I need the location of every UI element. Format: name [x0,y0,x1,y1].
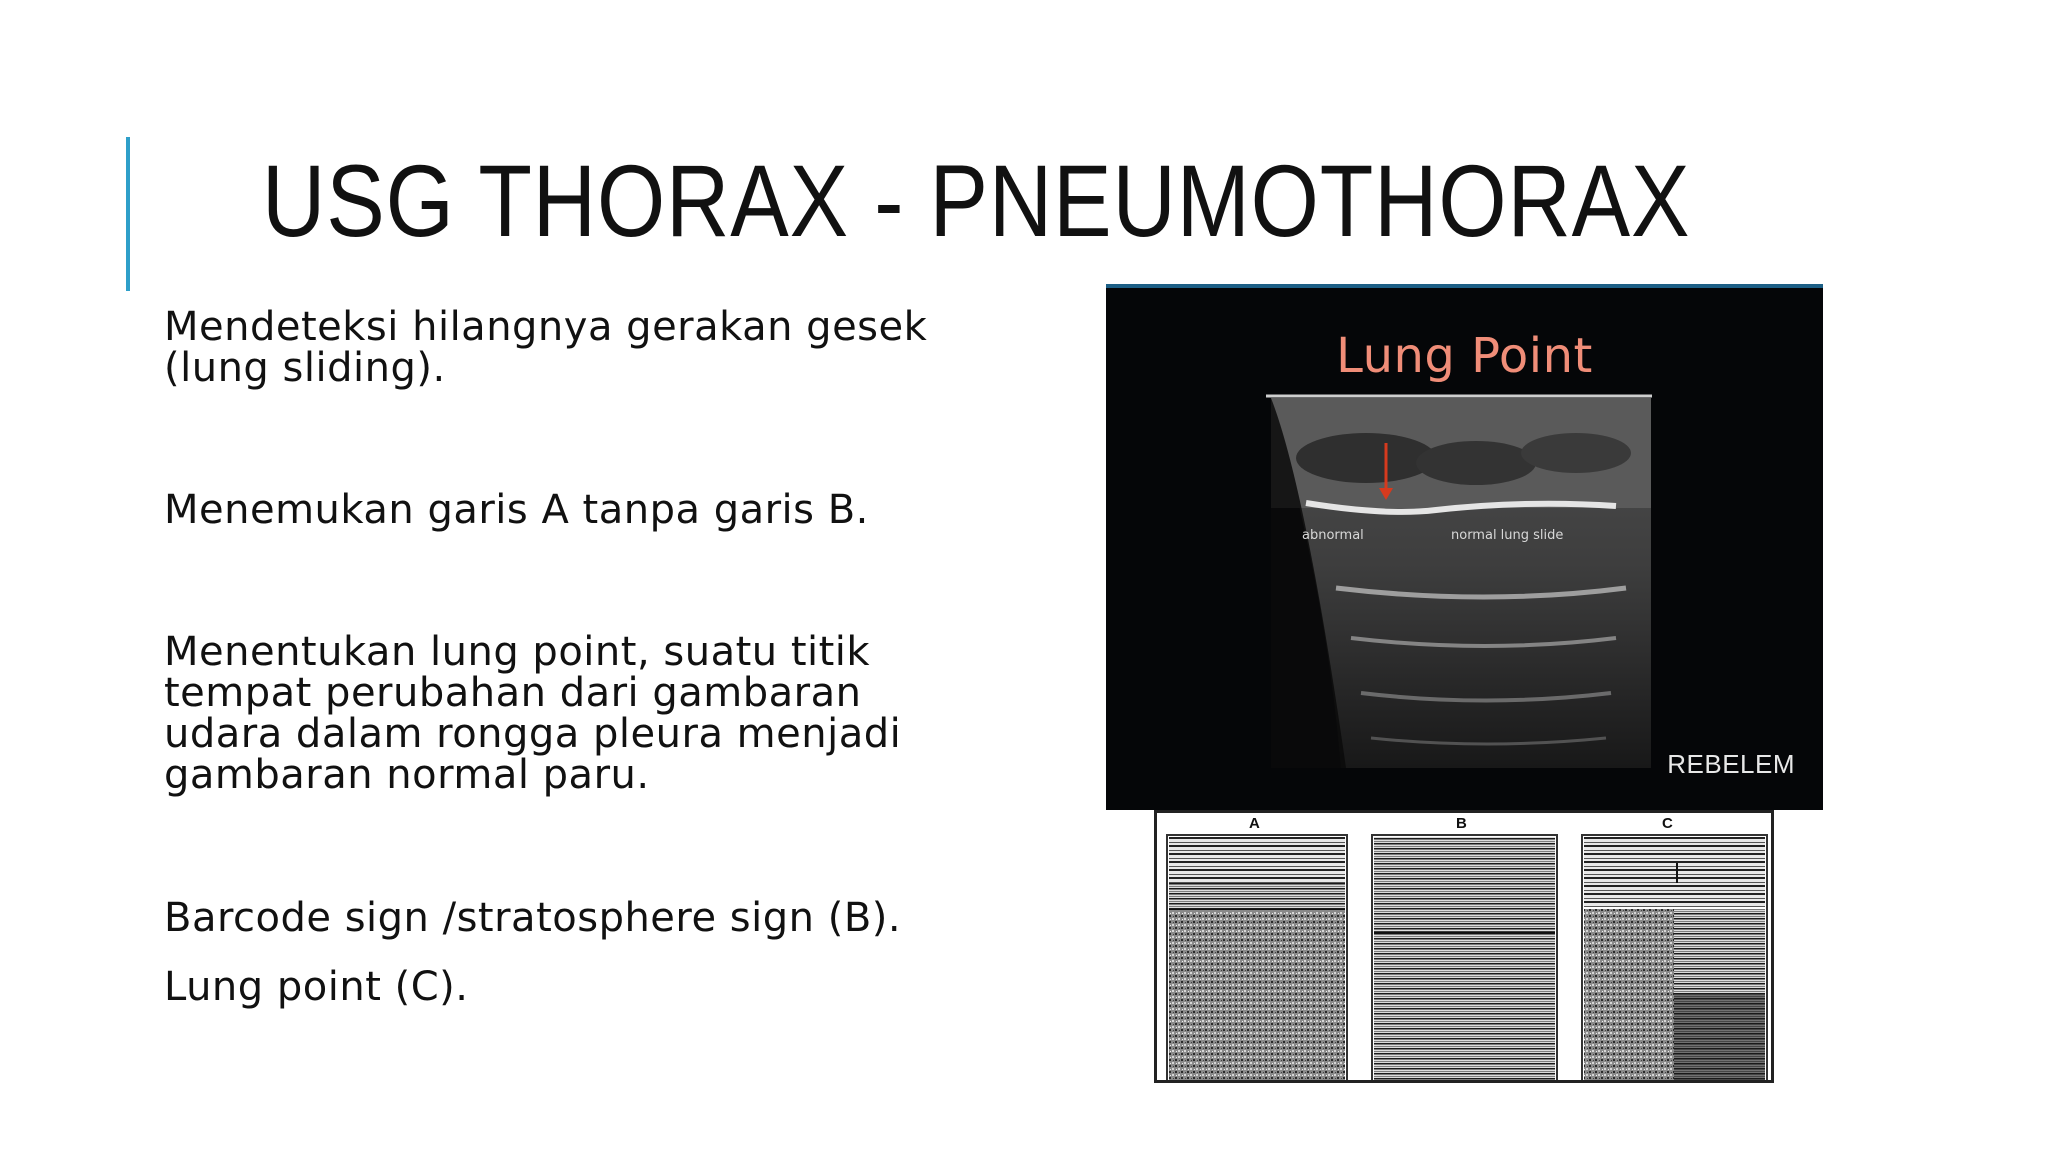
watermark: REBELEM [1667,749,1795,779]
ultrasound-title: Lung Point [1336,328,1593,384]
bullet-lung-point: Menentukan lung point, suatu titik tempat perubahan dari gambaran udara dalam rongga pleura menjadi gambaran normal paru. [164,629,902,798]
bullet-lung-sliding: Mendeteksi hilangnya gerakan gesek (lung sliding). [164,304,928,391]
panel-label-c: C [1662,815,1673,832]
slide-title: USG THORAX - PNEUMOTHORAX [262,144,1691,258]
label-normal-lung-slide: normal lung slide [1451,528,1564,543]
m-mode-image [1154,810,1774,1083]
panel-label-b: B [1456,815,1467,832]
panel-label-a: A [1249,815,1260,832]
bullet-lung-point-c: Lung point (C). [164,964,469,1010]
m-mode-panels [1157,813,1774,1083]
bullet-a-lines: Menemukan garis A tanpa garis B. [164,487,869,533]
lung-point-ultrasound-image [1106,284,1823,810]
label-abnormal: abnormal [1302,528,1364,543]
title-accent-bar [126,137,130,291]
bullet-barcode-sign: Barcode sign /stratosphere sign (B). [164,895,902,941]
